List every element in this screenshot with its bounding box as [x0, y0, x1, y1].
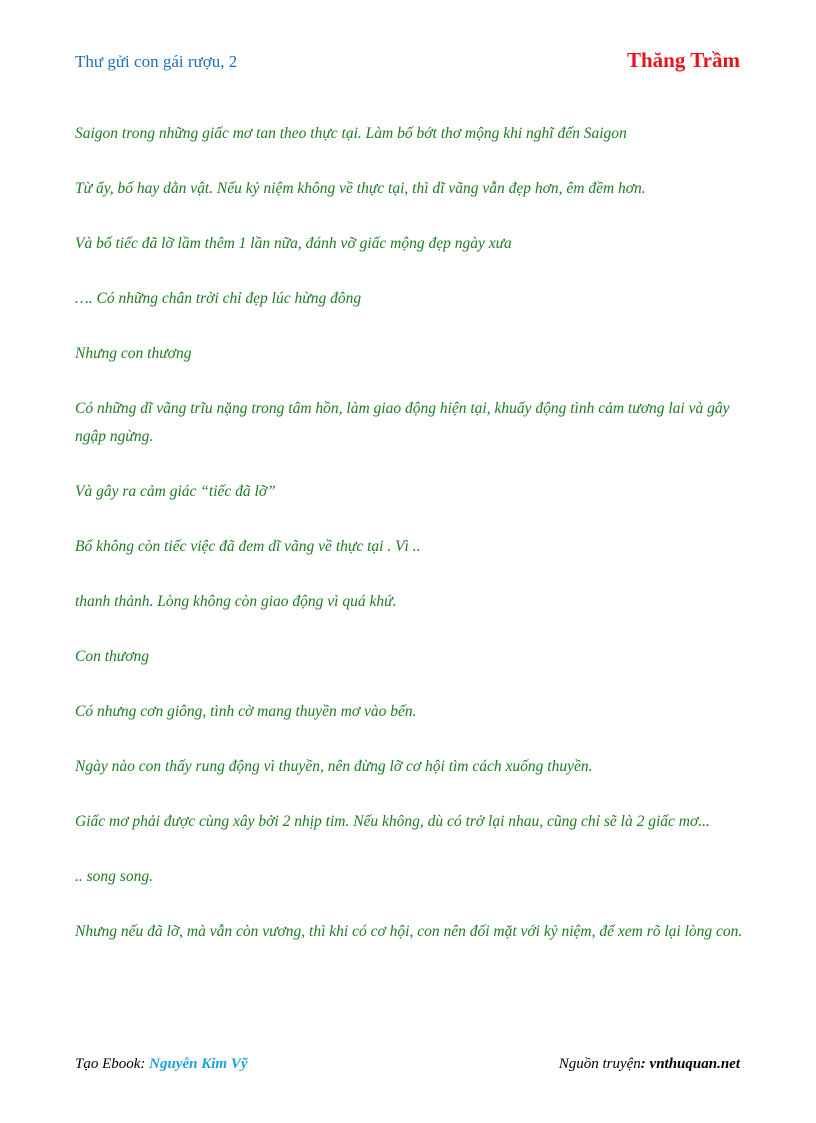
paragraph: Và gây ra cảm giác “tiếc đã lỡ”: [75, 483, 276, 500]
paragraph: Ngày nào con thấy rung động vì thuyền, nên đừng lỡ cơ hội tìm cách xuống thuyền.: [75, 758, 593, 775]
paragraph: Saigon trong những giấc mơ tan theo thực tại. Làm bố bớt thơ mộng khi nghĩ đến Saigon: [75, 125, 627, 142]
paragraph: Có những dĩ vãng trĩu nặng trong tâm hồn, làm giao động hiện tại, khuấy động tình cảm tương lai và gây ngập ngừng.: [75, 400, 730, 445]
ebook-author: Nguyễn Kim Vỹ: [149, 1056, 248, 1072]
paragraph: thanh thảnh. Lòng không còn giao động vì quá khứ.: [75, 593, 397, 610]
paragraph: Nhưng con thương: [75, 345, 192, 362]
paragraph: Bố không còn tiếc việc đã đem dĩ vãng về thực tại . Vì ..: [75, 538, 421, 555]
paragraph: Con thương: [75, 648, 149, 665]
paragraph: Từ ấy, bố hay dằn vật. Nếu kỷ niệm không về thực tại, thì dĩ vãng vẫn đẹp hơn, êm đềm hơn.: [75, 180, 646, 197]
book-title: Thư gửi con gái rượu, 2: [75, 52, 238, 71]
paragraph: Giấc mơ phải được cùng xây bởi 2 nhịp tim. Nếu không, dù có trở lại nhau, cũng chỉ sẽ là 2 giấc mơ...: [75, 813, 710, 830]
ebook-credit: [75, 1056, 248, 1073]
ebook-separator: :: [140, 1056, 150, 1072]
ebook-label: Tạo Ebook: [75, 1056, 141, 1072]
paragraph: Và bố tiếc đã lỡ lầm thêm 1 lần nữa, đánh vỡ giấc mộng đẹp ngày xưa: [75, 235, 512, 252]
paragraph: …. Có những chân trời chỉ đẹp lúc hừng đông: [75, 290, 362, 307]
paragraph: .. song song.: [75, 868, 153, 885]
paragraph: Nhưng nếu đã lỡ, mà vẫn còn vương, thì khi có cơ hội, con nên đối mặt với kỷ niệm, để xem rõ lại lòng con.: [75, 923, 743, 940]
source-site: vnthuquan.net: [649, 1056, 740, 1072]
paragraph: Có nhưng cơn giông, tình cờ mang thuyền mơ vào bến.: [75, 703, 417, 720]
source-label: Nguồn truyện: [558, 1056, 641, 1072]
letter-body: [75, 120, 745, 946]
author-name: Thăng Trầm: [627, 48, 740, 72]
source-separator: :: [640, 1056, 650, 1072]
source-credit: [559, 1056, 740, 1073]
